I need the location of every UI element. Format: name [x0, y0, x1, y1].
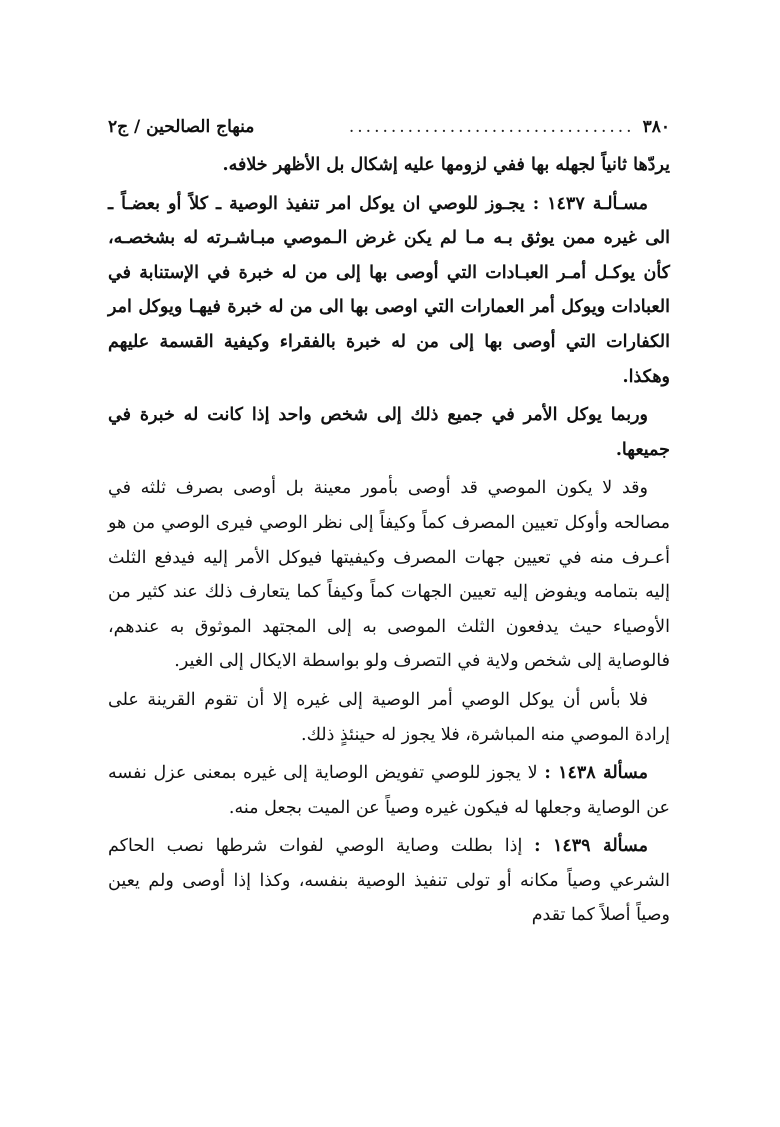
paragraph-third-disposal — [108, 471, 670, 679]
masala-label: مسألة ١٤٣٩ : — [534, 836, 648, 857]
paragraph-text: وقد لا يكون الموصي قد أوصى بأمور معينة بل أوصى بصرف ثلثه في مصالحه وأوكل تعيين المصرف كماً وكيفاً إلى نظر الوصي فيرى الوصي من هو أعـرف منه في تعيين جهات المصرف وكيفيتها فيوكل الأمر إليه فيدفع الثلث إليه بتمامه ويفوض إليه تعيين الجهات كماً وكيفاً كما يتعارف ذلك عند كثير من الأوصياء حيث يدفعون الثلث الموصى به إلى المجتهد الموثوق به عندهم، فالوصاية إلى شخص ولاية في التصرف ولو بواسطة الايكال إلى الغير. — [108, 478, 670, 672]
page-number: ٣٨٠ — [642, 117, 670, 137]
masala-1437 — [108, 187, 670, 395]
masala-1438 — [108, 756, 670, 825]
paragraph-single-person — [108, 398, 670, 467]
paragraph-text: يجـوز للوصي ان يوكل امر تنفيذ الوصية ـ كلاً أو بعضـاً ـ الى غيره ممن يوثق بـه مـا لم يكن غرض الـموصي مبـاشـرته له بشخصـه، كأن يوكـل أمـر العبـادات التي أوصى بها إلى من له خبرة في الإستنابة في العبادات ويوكل أمر العمارات التي اوصى بها الى من له خبرة فيهـا ويوكل امر الكفارات التي أوصى بها إلى من له خبرة بالفقراء وكيفية القسمة عليهم وهكذا. — [108, 193, 670, 387]
page — [108, 112, 670, 933]
leader-dots: .................................. — [348, 117, 635, 137]
masala-label: مسألة ١٤٣٨ : — [544, 763, 648, 784]
paragraph-text: لا يجوز للوصي تفويض الوصاية إلى غيره بمعنى عزل نفسه عن الوصاية وجعلها له فيكون غيره وصياً عن الميت بجعل منه. — [108, 763, 670, 818]
paragraph-continuation — [108, 148, 670, 183]
paragraph-delegation — [108, 683, 670, 752]
paragraph-text: يردّها ثانياً لجهله بها ففي لزومها عليه إشكال بل الأظهر خلافه. — [222, 155, 670, 175]
running-head — [108, 112, 670, 142]
masala-1439 — [108, 829, 670, 933]
paragraph-text: وربما يوكل الأمر في جميع ذلك إلى شخص واحد إذا كانت له خبرة في جميعها. — [108, 405, 670, 460]
masala-label: مسـألـة ١٤٣٧ : — [532, 193, 648, 214]
paragraph-text: فلا بأس أن يوكل الوصي أمر الوصية إلى غيره إلا أن تقوم القرينة على إرادة الموصي منه المباشرة، فلا يجوز له حينئذٍ ذلك. — [108, 689, 670, 745]
book-title: منهاج الصالحين / ج٢ — [108, 117, 255, 137]
paragraph-text: إذا بطلت وصاية الوصي لفوات شرطها نصب الحاكم الشرعي وصياً مكانه أو تولى تنفيذ الوصية بنفسه، وكذا إذا أوصى ولم يعين وصياً أصلاً كما تقدم — [108, 836, 670, 926]
